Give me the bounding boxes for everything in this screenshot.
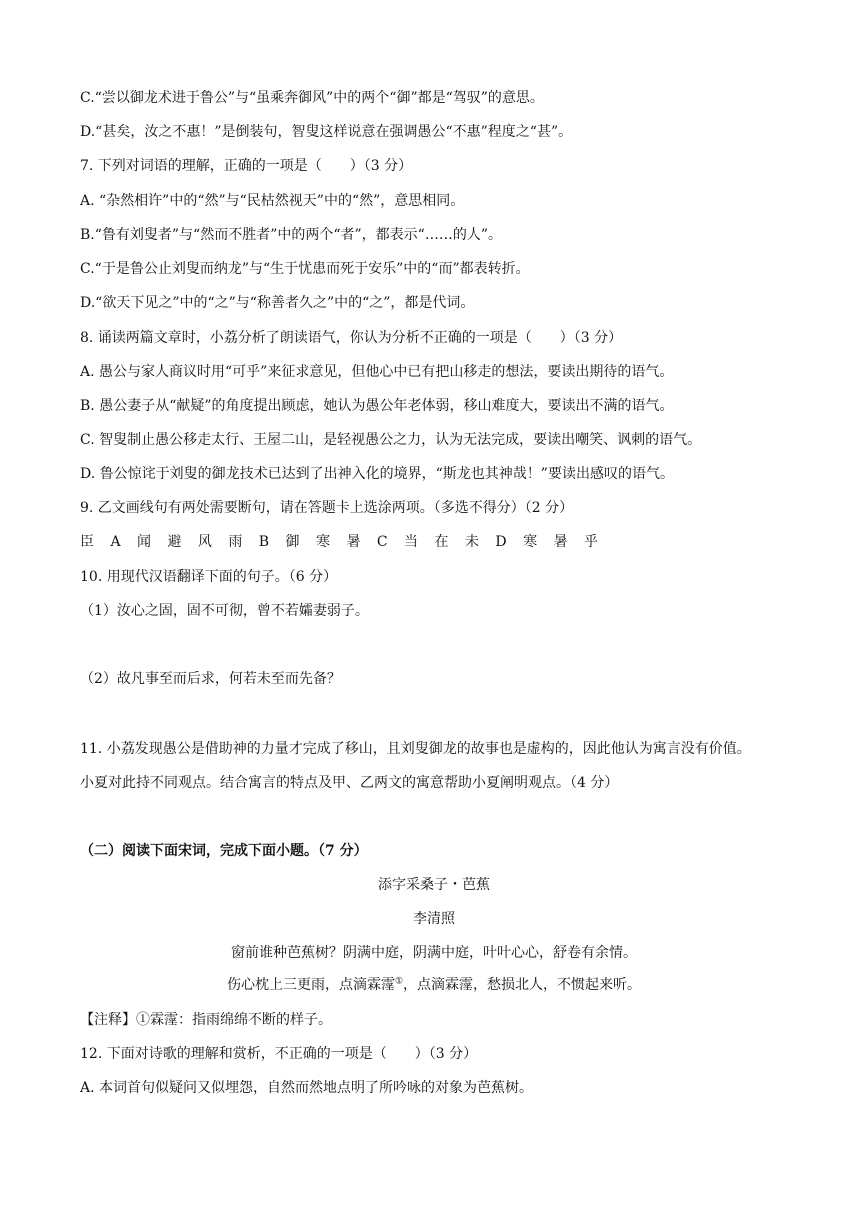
poem-line-2: [0, 976, 868, 994]
q6-option-d: D.“甚矣，汝之不惠！”是倒装句，智叟这样说意在强调愚公“不惠”程度之“甚”。: [80, 124, 573, 140]
footnote: 【注释】①霖霪：指雨绵绵不断的样子。: [80, 1012, 332, 1028]
q8-stem: 8. 诵读两篇文章时，小荔分析了朗读语气，你认为分析不正确的一项是（ ）（3 分）: [80, 330, 623, 346]
q6-option-c: C.“尝以御龙术进于鲁公”与“虽乘奔御风”中的两个“御”都是“驾驭”的意思。: [80, 90, 544, 106]
q11-stem-line-1: 11. 小荔发现愚公是借助神的力量才完成了移山，且刘叟御龙的故事也是虚构的，因此他认为寓言没有价值。: [80, 741, 751, 757]
q8-option-b: B. 愚公妻子从“献疑”的角度提出顾虑，她认为愚公年老体弱，移山难度大，要读出不满的语气。: [80, 398, 674, 414]
q10-sentence-2: （2）故凡事至而后求，何若未至而先备？: [80, 671, 341, 687]
poem-line-2-part-b: ，点滴霖霪，愁损北人，不惯起来听。: [403, 977, 642, 993]
q7-option-c: C.“于是鲁公止刘叟而纳龙”与“生于忧患而死于安乐”中的“而”都表转折。: [80, 261, 530, 277]
poem-author: 李清照: [413, 911, 455, 927]
q9-sentence: 臣 A 闻 避 风 雨 B 御 寒 暑 C 当 在 未 D 寒 暑 乎: [80, 534, 604, 550]
poem-title: 添字采桑子・芭蕉: [378, 877, 490, 893]
q9-stem: 9. 乙文画线句有两处需要断句，请在答题卡上选涂两项。（多选不得分）（2 分）: [80, 500, 574, 516]
q8-option-d: D. 鲁公惊诧于刘叟的御龙技术已达到了出神入化的境界，“斯龙也其神哉！”要读出感叹的语气。: [80, 466, 674, 482]
q7-option-d: D.“欲天下见之”中的“之”与“称善者久之”中的“之”，都是代词。: [80, 295, 475, 311]
q10-sentence-1: （1）汝心之固，固不可彻，曾不若孀妻弱子。: [80, 603, 369, 619]
q8-option-a: A. 愚公与家人商议时用“可乎”来征求意见，但他心中已有把山移走的想法，要读出期待的语气。: [80, 364, 674, 380]
q11-stem-line-2: 小夏对此持不同观点。结合寓言的特点及甲、乙两文的寓意帮助小夏阐明观点。（4 分）: [80, 775, 619, 791]
q12-stem: 12. 下面对诗歌的理解和赏析，不正确的一项是（ ）（3 分）: [80, 1046, 478, 1062]
q10-stem: 10. 用现代汉语翻译下面的句子。（6 分）: [80, 569, 338, 585]
poem-line-1: 窗前谁种芭蕉树？阴满中庭，阴满中庭，叶叶心心，舒卷有余情。: [231, 945, 637, 961]
q7-option-b: B.“鲁有刘叟者”与“然而不胜者”中的两个“者”，都表示“……的人”。: [80, 227, 502, 243]
q12-option-a: A. 本词首句似疑问又似埋怨，自然而然地点明了所吟咏的对象为芭蕉树。: [80, 1080, 534, 1096]
footnote-marker: ①: [394, 976, 404, 987]
section-2-heading: （二）阅读下面宋词，完成下面小题。（7 分）: [80, 843, 368, 859]
q7-stem: 7. 下列对词语的理解，正确的一项是（ ）（3 分）: [80, 158, 413, 174]
q7-option-a: A. “杂然相许”中的“然”与“民枯然视天”中的“然”，意思相同。: [80, 193, 465, 209]
poem-line-2-part-a: 伤心枕上三更雨，点滴霖霪: [226, 977, 395, 993]
q8-option-c: C. 智叟制止愚公移走太行、王屋二山，是轻视愚公之力，认为无法完成，要读出嘲笑、讽刺的语气。: [80, 432, 702, 448]
